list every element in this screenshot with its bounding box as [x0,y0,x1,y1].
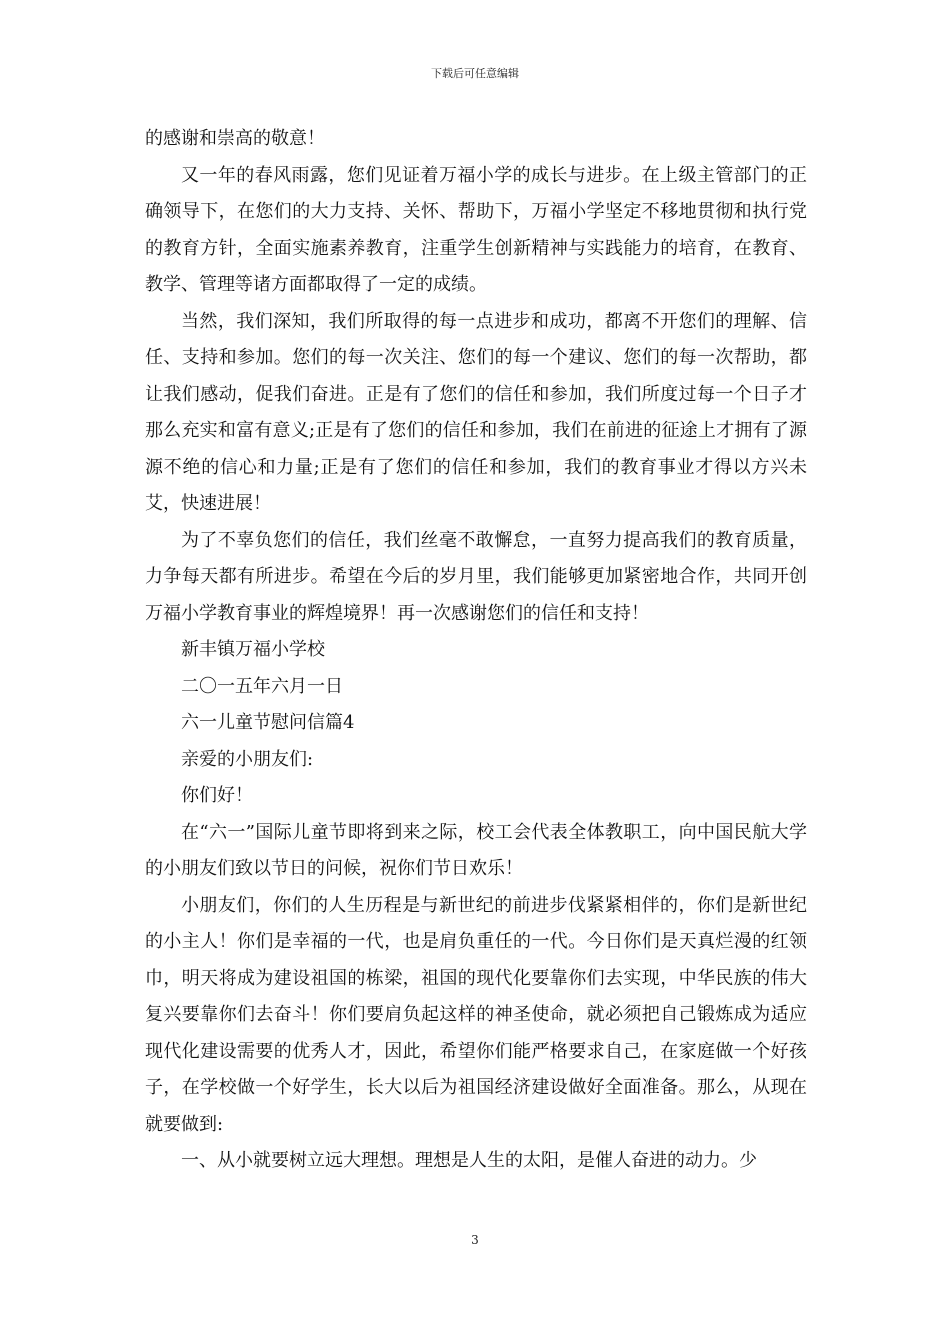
paragraph-spring: 又一年的春风雨露，您们见证着万福小学的成长与进步。在上级主管部门的正确领导下，在您们的大力支持、关怀、帮助下，万福小学坚定不移地贯彻和执行党的教育方针，全面实施素养教育，注重学生创新精神与实践能力的培育，在教育、教学、管理等诸方面都取得了一定的成绩。 [145,164,807,295]
signature-date: 二〇一五年六月一日 [181,675,343,697]
paragraph-cooperation: 为了不辜负您们的信任，我们丝毫不敢懈怠，一直努力提高我们的教育质量，力争每天都有所进步。希望在今后的岁月里，我们能够更加紧密地合作，共同开创万福小学教育事业的辉煌境界！再一次感谢您们的信任和支持！ [145,529,807,624]
page-header: 下载后可任意编辑 [431,67,519,80]
paragraph-thanks-end: 的感谢和崇高的敬意！ [145,128,325,149]
paragraph-festival: 在“六一”国际儿童节即将到来之际，校工会代表全体教职工，向中国民航大学的小朋友们致以节日的问候，祝你们节日欢乐！ [145,821,807,879]
letter-greeting: 你们好！ [181,785,253,806]
page-number: 3 [471,1233,479,1247]
letter-salutation: 亲爱的小朋友们: [181,748,314,770]
document-body [145,121,807,1180]
paragraph-ideal: 一、从小就要树立远大理想。理想是人生的太阳，是催人奋进的动力。少 [181,1150,757,1171]
paragraph-understanding: 当然，我们深知，我们所取得的每一点进步和成功，都离不开您们的理解、信任、支持和参加。您们的每一次关注、您们的每一个建议、您们的每一次帮助，都让我们感动，促我们奋进。正是有了您们的信任和参加，我们所度过每一个日子才那么充实和富有意义;正是有了您们的信任和参加，我们在前进的征途上才拥有了源源不绝的信心和力量;正是有了您们的信任和参加，我们的教育事业才得以方兴未艾，快速进展！ [145,310,807,514]
letter-title: 六一儿童节慰问信篇4 [181,712,355,733]
signature-school: 新丰镇万福小学校 [181,639,325,660]
paragraph-children: 小朋友们，你们的人生历程是与新世纪的前进步伐紧紧相伴的，你们是新世纪的小主人！你们是幸福的一代，也是肩负重任的一代。今日你们是天真烂漫的红领巾，明天将成为建设祖国的栋梁，祖国的现代化要靠你们去实现，中华民族的伟大复兴要靠你们去奋斗！你们要肩负起这样的神圣使命，就必须把自己锻炼成为适应现代化建设需要的优秀人才，因此，希望你们能严格要求自己，在家庭做一个好孩子，在学校做一个好学生，长大以后为祖国经济建设做好全面准备。那么，从现在就要做到: [145,894,807,1135]
